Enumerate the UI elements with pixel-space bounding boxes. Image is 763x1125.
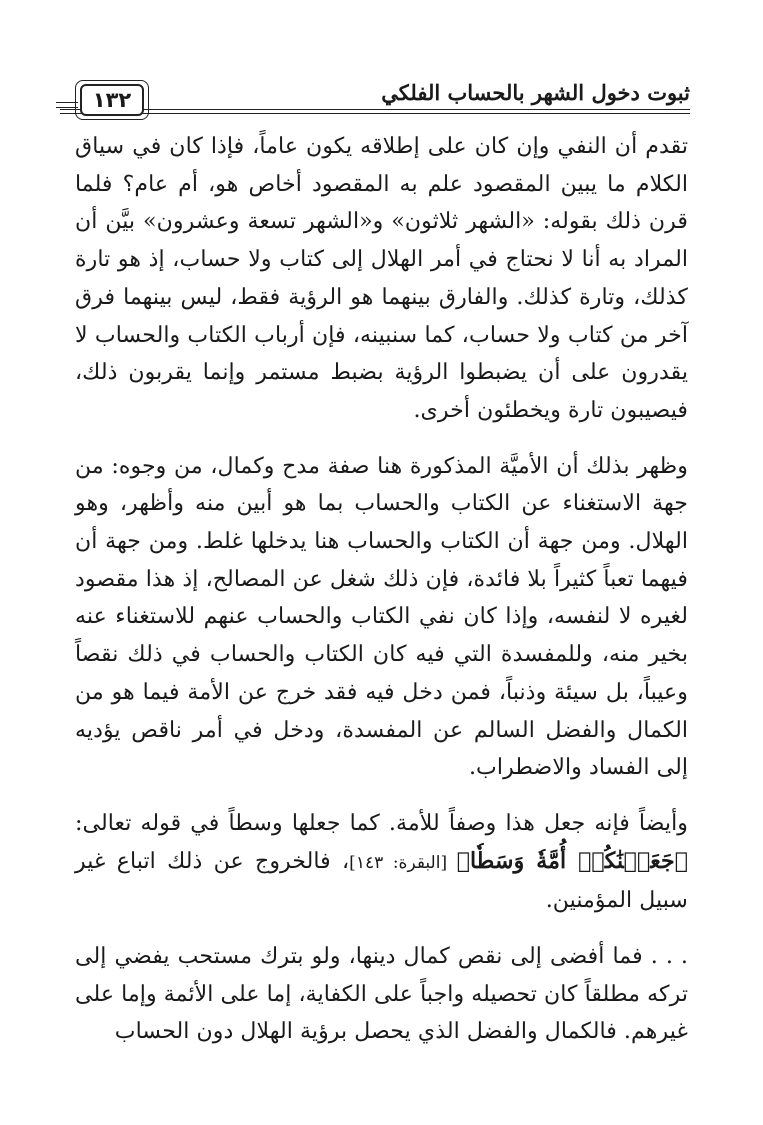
paragraph-3-tail: ، فالخروج عن ذلك اتباع غير سبيل المؤمنين. (75, 847, 688, 914)
page-number-text: ١٣٢ (92, 88, 132, 112)
paragraph-2: وظهر بذلك أن الأميَّة المذكورة هنا صفة مدح وكمال، من وجوه: من جهة الاستغناء عن الكتاب والحساب بما هو أبين منه وأظهر، وهو الهلال. ومن جهة أن الكتاب والحساب هنا يدخلها غلط. ومن جهة أن فيهما تعباً كثيراً بلا فائدة، فإن ذلك شغل عن المصالح، إذ هذا مقصود لغيره لا لنفسه، وإذا كان نفي الكتاب والحساب عنهم للاستغناء عنه بخير منه، وللمفسدة التي فيه كان الكتاب والحساب في ذلك نقصاً وعيباً، بل سيئة وذنباً، فمن دخل فيه فقد خرج عن الأمة فيما هو من الكمال والفضل السالم عن المفسدة، ودخل في أمر ناقص يؤديه إلى الفساد والاضطراب. (75, 452, 688, 781)
verse-reference: [البقرة: ١٤٣] (349, 852, 457, 873)
quran-verse: ﴿جَعَلۡنَٰكُمۡ أُمَّةٗ وَسَطٗا﴾ (456, 847, 689, 874)
page-number-ornament (56, 102, 78, 108)
paragraph-3-lead: وأيضاً فإنه جعل هذا وصفاً للأمة. كما جعلها وسطاً في قوله تعالى: (75, 809, 688, 836)
running-title: ثبوت دخول الشهر بالحساب الفلكي (381, 80, 690, 105)
page-number (80, 84, 144, 116)
paragraph-1: تقدم أن النفي وإن كان على إطلاقه يكون عاماً، فإذا كان في سياق الكلام ما يبين المقصود علم به المقصود أخاص هو، أم عام؟ فلما قرن ذلك بقوله: «الشهر ثلاثون» و«الشهر تسعة وعشرون» بيَّن أن المراد به أنا لا نحتاج في أمر الهلال إلى كتاب ولا حساب، إذ هو تارة كذلك، وتارة كذلك. والفارق بينهما هو الرؤية فقط، ليس بينهما فرق آخر من كتاب ولا حساب، كما سنبينه، فإن أرباب الكتاب والحساب لا يقدرون على أن يضبطوا الرؤية بضبط مستمر وإنما يقربون ذلك، فيصيبون تارة ويخطئون أخرى. (75, 133, 688, 423)
body-text (75, 128, 688, 1069)
paragraph-3 (75, 805, 688, 920)
page-header (60, 80, 690, 120)
header-rule-secondary (60, 113, 690, 114)
header-rule (60, 109, 690, 110)
paragraph-4: . . . فما أفضى إلى نقص كمال دينها، ولو بترك مستحب يفضي إلى تركه مطلقاً كان تحصيله واجباً على الكفاية، إما على الأئمة وإما على غيرهم. فالكمال والفضل الذي يحصل برؤية الهلال دون الحساب (75, 943, 688, 1045)
